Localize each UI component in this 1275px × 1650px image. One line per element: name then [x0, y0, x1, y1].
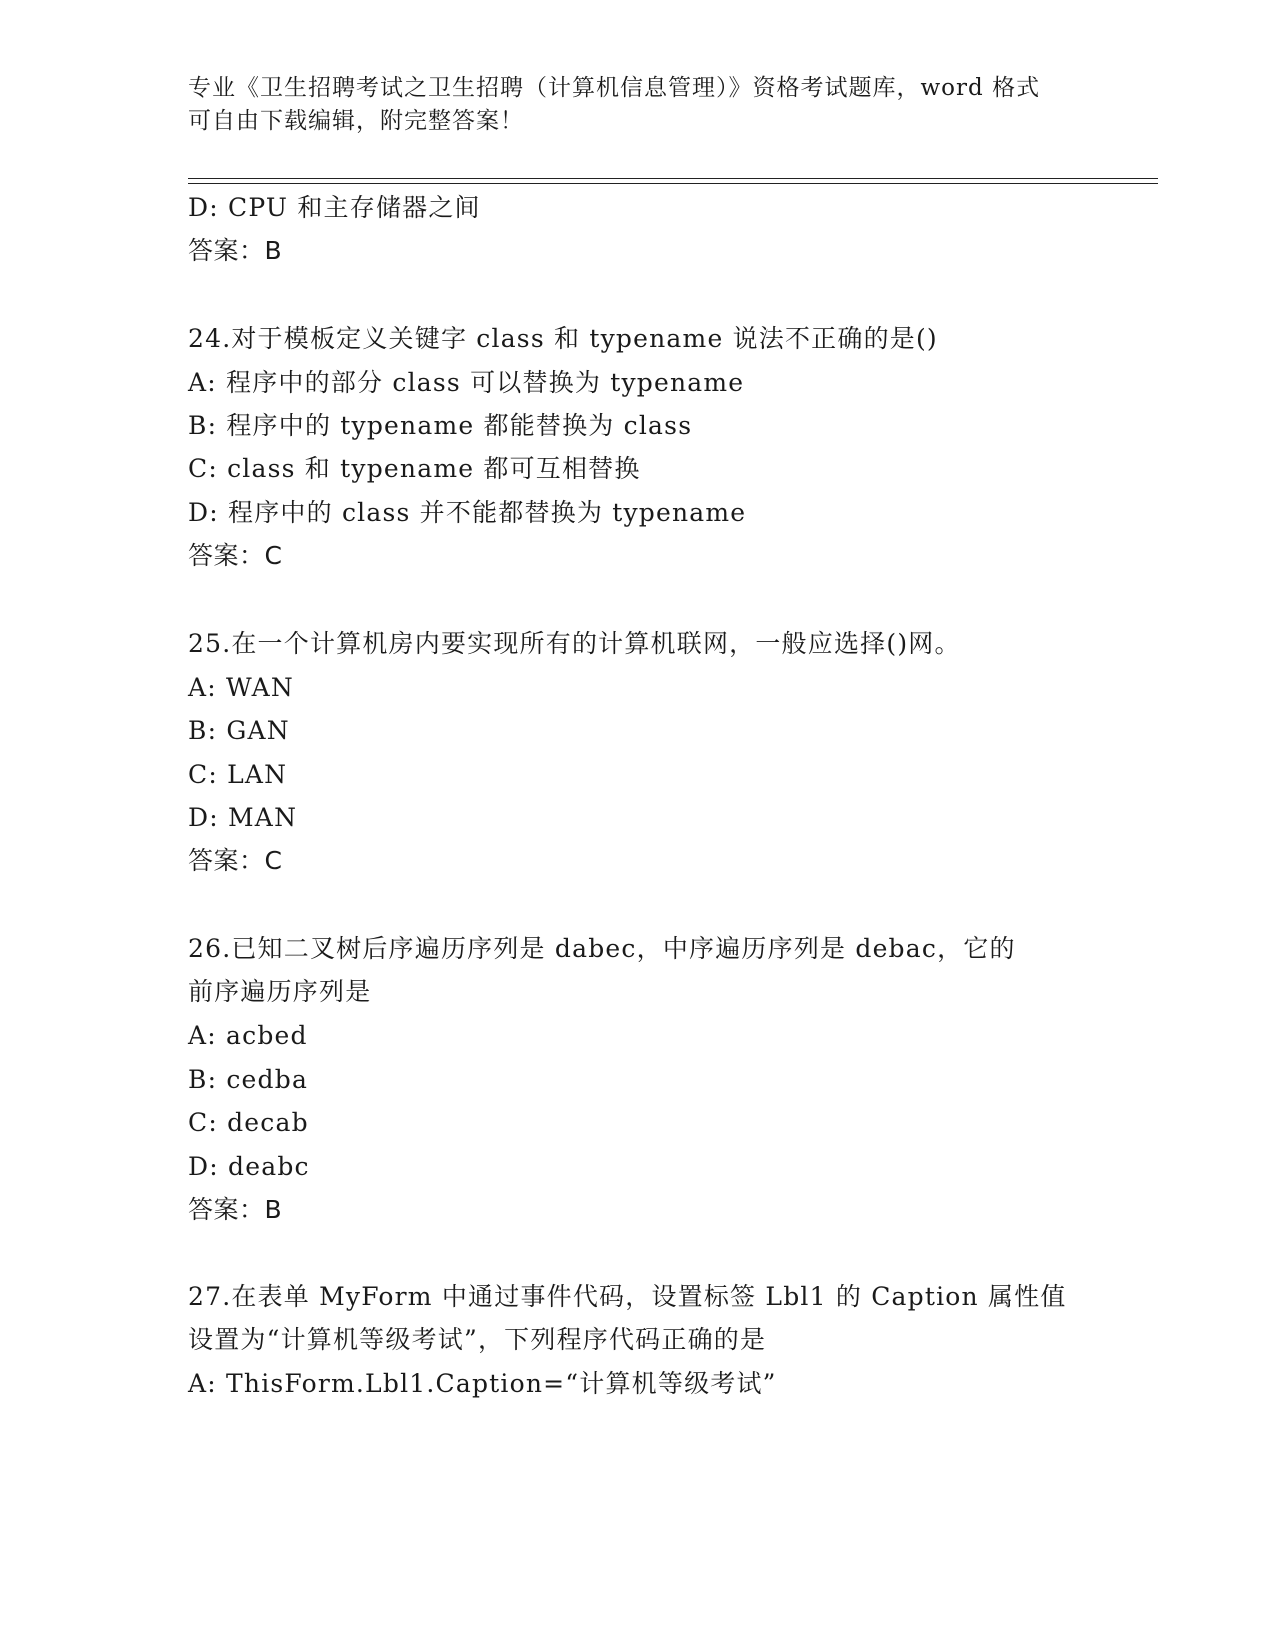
question-25-stem: 25.在一个计算机房内要实现所有的计算机联网，一般应选择()网。: [188, 629, 961, 658]
question-27-stem-continued: 设置为“计算机等级考试”，下列程序代码正确的是: [188, 1325, 767, 1354]
question-26-option-b: B: cedba: [188, 1065, 309, 1094]
question-26-stem: 26.已知二叉树后序遍历序列是 dabec，中序遍历序列是 debac，它的: [188, 934, 1016, 963]
question-24-option-b: B: 程序中的 typename 都能替换为 class: [188, 411, 693, 440]
question-24-option-c: C: class 和 typename 都可互相替换: [188, 454, 641, 483]
question-26-option-a: A: acbed: [188, 1021, 308, 1050]
question-27-option-a: A: ThisForm.Lbl1.Caption=“计算机等级考试”: [188, 1369, 777, 1398]
question-24-option-d: D: 程序中的 class 并不能都替换为 typename: [188, 498, 747, 527]
document-header: [188, 72, 1088, 138]
question-25-option-b: B: GAN: [188, 716, 290, 745]
question-26-option-c: C: decab: [188, 1108, 309, 1137]
question-26-answer: 答案：B: [188, 1195, 283, 1224]
header-divider-bottom: [188, 183, 1158, 184]
header-divider-top: [188, 178, 1158, 179]
prev-answer: 答案：B: [188, 236, 283, 265]
question-24-stem: 24.对于模板定义关键字 class 和 typename 说法不正确的是(): [188, 324, 938, 353]
question-24-answer: 答案：C: [188, 541, 283, 570]
question-24-option-a: A: 程序中的部分 class 可以替换为 typename: [188, 368, 745, 397]
question-26-stem-continued: 前序遍历序列是: [188, 977, 372, 1006]
question-25-option-c: C: LAN: [188, 760, 288, 789]
question-25-answer: 答案：C: [188, 846, 283, 875]
question-25-option-d: D: MAN: [188, 803, 298, 832]
header-line-1: 专业《卫生招聘考试之卫生招聘（计算机信息管理）》资格考试题库，word 格式: [188, 75, 1041, 101]
prev-option-d: D: CPU 和主存储器之间: [188, 193, 481, 222]
header-line-2: 可自由下载编辑，附完整答案！: [188, 108, 524, 134]
question-26-option-d: D: deabc: [188, 1152, 310, 1181]
question-27-stem: 27.在表单 MyForm 中通过事件代码，设置标签 Lbl1 的 Caption 属性值: [188, 1282, 1067, 1311]
question-25-option-a: A: WAN: [188, 673, 295, 702]
